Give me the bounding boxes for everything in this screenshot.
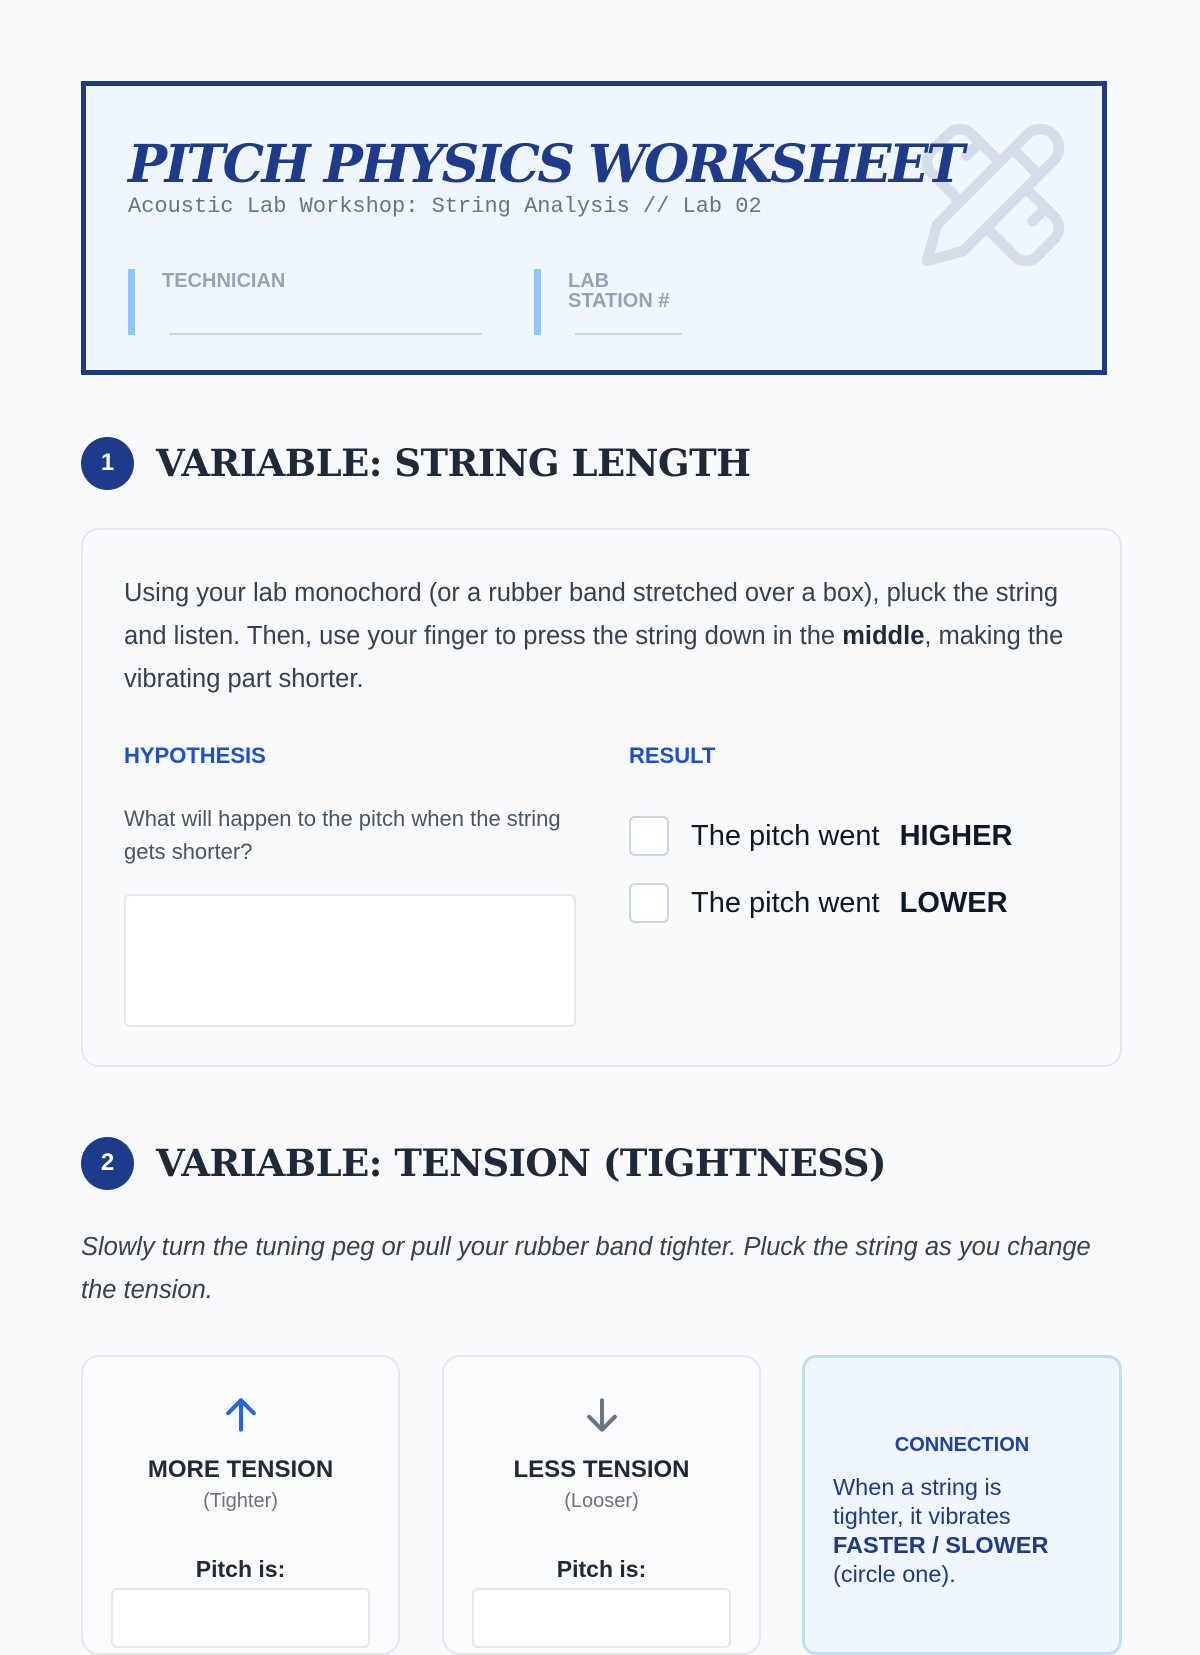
arrow-down-icon (580, 1393, 624, 1437)
less-tension-card (442, 1355, 761, 1655)
less-tension-pitch-label: Pitch is: (556, 1556, 647, 1582)
result-lower-text: The pitch went (691, 886, 880, 919)
result-higher-text: The pitch went (691, 819, 880, 852)
result-option-higher[interactable] (629, 816, 1012, 856)
less-tension-subtitle: (Looser) (564, 1490, 639, 1512)
more-tension-pitch-box[interactable] (111, 1588, 370, 1648)
tension-instructions: Slowly turn the tuning peg or pull your rubber band tighter. Pluck the string as you change the tension. (81, 1233, 1091, 1304)
section-1-number: 1 (81, 437, 134, 490)
technician-label: TECHNICIAN (162, 270, 286, 292)
lab-station-label: LAB STATION # (568, 270, 670, 312)
lab-station-line[interactable] (575, 333, 682, 335)
less-tension-title: LESS TENSION (513, 1456, 690, 1483)
more-tension-card (81, 1355, 400, 1655)
technician-line[interactable] (169, 333, 482, 335)
worksheet-header (81, 81, 1107, 375)
lab-station-field[interactable] (534, 269, 682, 335)
section-2-heading (81, 1136, 886, 1190)
more-tension-subtitle: (Tighter) (203, 1490, 278, 1512)
section-1-heading (81, 436, 751, 490)
higher-checkbox[interactable] (629, 816, 669, 856)
more-tension-pitch-label: Pitch is: (195, 1556, 286, 1582)
string-length-instructions: Using your lab monochord (or a rubber band stretched over a box), pluck the string and listen. Then, use your finger to press the string down in the middle, making the vibrating part shorter. (124, 579, 1064, 693)
more-tension-title: MORE TENSION (147, 1456, 334, 1483)
arrow-up-icon (219, 1393, 263, 1437)
connection-title: CONNECTION (894, 1434, 1030, 1456)
result-option-lower[interactable] (629, 883, 1008, 923)
result-higher-word: HIGHER (899, 819, 1013, 852)
connection-card (802, 1355, 1122, 1655)
lower-checkbox[interactable] (629, 883, 669, 923)
section-1-title: VARIABLE: STRING LENGTH (156, 441, 751, 485)
connection-text: When a string is tighter, it vibrates FASTER / SLOWER (circle one). (833, 1474, 1049, 1587)
worksheet-subtitle: Acoustic Lab Workshop: String Analysis // Lab 02 (128, 194, 762, 219)
emphasis-middle: middle (842, 622, 925, 650)
section-2-title: VARIABLE: TENSION (TIGHTNESS) (156, 1141, 886, 1185)
hypothesis-label: HYPOTHESIS (124, 743, 266, 768)
less-tension-pitch-box[interactable] (472, 1588, 731, 1648)
result-label: RESULT (629, 743, 716, 768)
section-2-number: 2 (81, 1137, 134, 1190)
hypothesis-answer-box[interactable] (124, 894, 576, 1027)
result-lower-word: LOWER (899, 886, 1008, 919)
faster-slower-choice[interactable]: FASTER / SLOWER (833, 1532, 1049, 1558)
string-length-card (81, 528, 1122, 1067)
technician-field[interactable] (128, 269, 482, 335)
hypothesis-question: What will happen to the pitch when the string gets shorter? (124, 806, 561, 864)
worksheet-title: PITCH PHYSICS WORKSHEET (128, 134, 963, 195)
